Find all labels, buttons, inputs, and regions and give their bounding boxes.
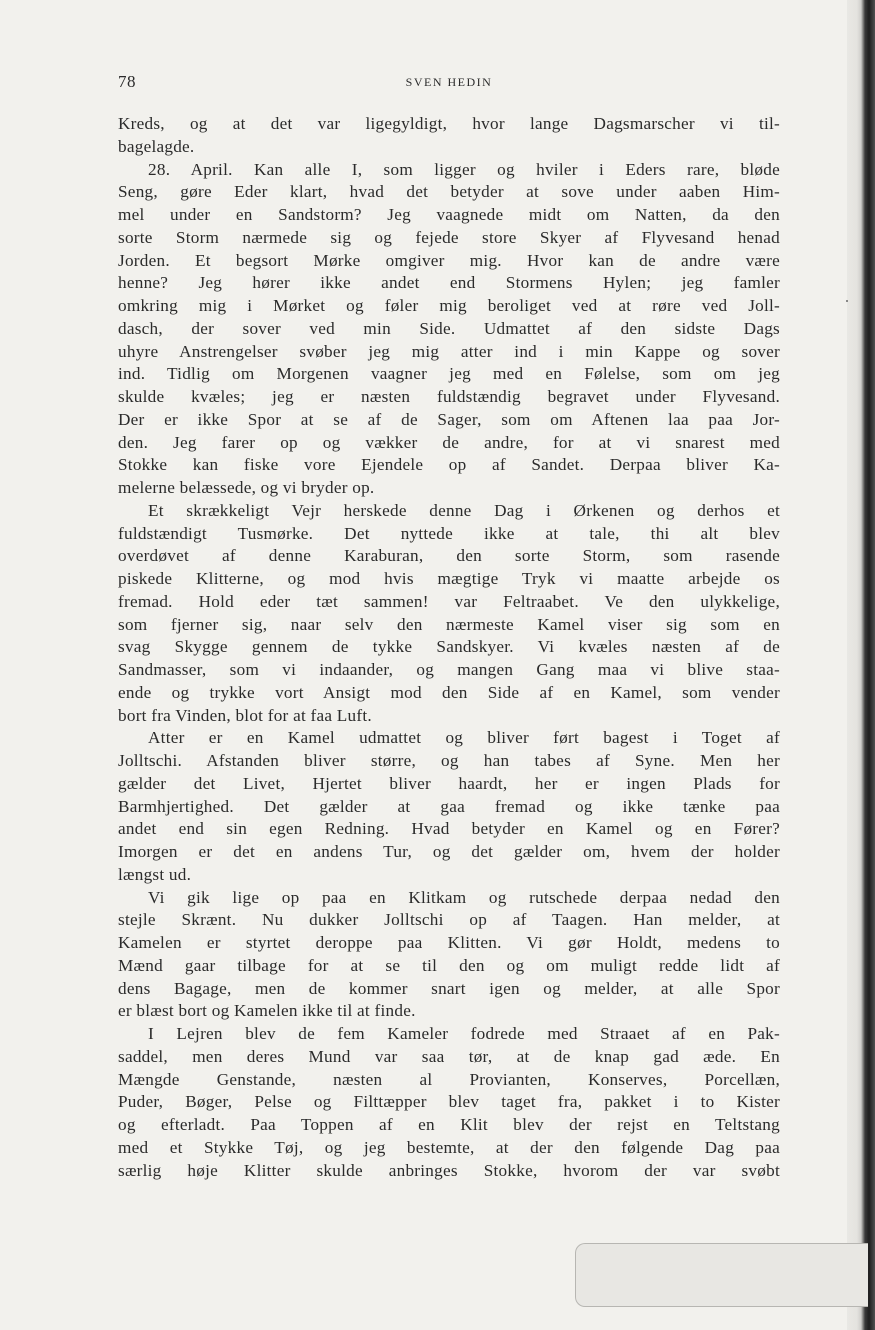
library-stamp: [575, 1243, 868, 1307]
text-line: overdøvet af denne Karaburan, den sorte Storm, som rasende: [118, 546, 780, 566]
text-line: Seng, gøre Eder klart, hvad det betyder at sove under aaben Him-: [118, 182, 780, 202]
text-line: Imorgen er det en andens Tur, og det gælder om, hvem der holder: [118, 842, 780, 861]
text-line: stejle Skrænt. Nu dukker Jolltschi op af Taagen. Han melder, at: [118, 910, 780, 930]
text-line: Barmhjertighed. Det gælder at gaa fremad og ikke tænke paa: [118, 796, 780, 816]
text-line: Mænd gaar tilbage for at se til den og om muligt redde lidt af: [118, 955, 780, 975]
text-line: Jorden. Et begsort Mørke omgiver mig. Hvor kan de andre være: [118, 250, 780, 270]
text-line: fremad. Hold eder tæt sammen! var Feltraabet. Ve den ulykkelige,: [118, 591, 780, 611]
text-line: bort fra Vinden, blot for at faa Luft.: [118, 705, 372, 725]
text-line: Jolltschi. Afstanden bliver større, og han tabes af Syne. Men her: [118, 751, 780, 770]
text-line: piskede Klitterne, og mod hvis mægtige Tryk vi maatte arbejde os: [118, 569, 780, 588]
text-line: Et skrækkeligt Vejr herskede denne Dag i Ørkenen og derhos et: [148, 500, 780, 520]
text-line: den. Jeg farer op og vækker de andre, for at vi snarest med: [118, 432, 780, 452]
text-line: gælder det Livet, Hjertet bliver haardt, her er ingen Plads for: [118, 773, 780, 793]
text-line: længst ud.: [118, 864, 192, 884]
text-line: henne? Jeg hører ikke andet end Stormens Hylen; jeg famler: [118, 273, 780, 293]
text-line: fuldstændigt Tusmørke. Det nyttede ikke at tale, thi alt blev: [118, 523, 780, 543]
text-line: Kamelen er styrtet deroppe paa Klitten. Vi gør Holdt, medens to: [118, 933, 780, 952]
body-text: [118, 113, 780, 1182]
text-line: andet end sin egen Redning. Hvad betyder en Kamel og en Fører?: [118, 819, 780, 839]
text-line: Mængde Genstande, næsten al Provianten, Konserves, Porcellæn,: [118, 1069, 780, 1089]
text-line: melerne belæssede, og vi bryder op.: [118, 478, 375, 497]
page-header: [118, 72, 780, 96]
edge-mark: [846, 300, 848, 302]
text-line: dens Bagage, men de kommer snart igen og melder, at alle Spor: [118, 978, 780, 998]
text-line: sorte Storm nærmede sig og fejede store Skyer af Flyvesand henad: [118, 227, 780, 247]
text-line: svag Skygge gennem de tykke Sandskyer. Vi kvæles næsten af de: [118, 637, 780, 657]
page-number: 78: [118, 72, 136, 91]
text-line: som fjerner sig, naar selv den nærmeste Kamel viser sig som en: [118, 614, 780, 634]
text-line: uhyre Anstrengelser svøber jeg mig atter ind i min Kappe og sover: [118, 341, 780, 361]
running-head: SVEN HEDIN: [405, 75, 493, 89]
text-line: dasch, der sover ved min Side. Udmattet af den sidste Dags: [118, 318, 780, 338]
text-line: ind. Tidlig om Morgenen vaagner jeg med en Følelse, som om jeg: [118, 364, 780, 384]
text-line: saddel, men deres Mund var saa tør, at de knap gad æde. En: [118, 1046, 780, 1066]
text-line: særlig høje Klitter skulde anbringes Stokke, hvorom der var svøbt: [118, 1160, 780, 1180]
text-line: skulde kvæles; jeg er næsten fuldstændig begravet under Flyvesand.: [118, 387, 780, 406]
text-line: er blæst bort og Kamelen ikke til at finde.: [118, 1001, 416, 1021]
text-line: 28. April. Kan alle I, som ligger og hviler i Eders rare, bløde: [148, 159, 780, 179]
text-line: og efterladt. Paa Toppen af en Klit blev der rejst en Teltstang: [118, 1115, 780, 1134]
text-line: med et Stykke Tøj, og jeg bestemte, at der den følgende Dag paa: [118, 1137, 780, 1157]
text-line: Vi gik lige op paa en Klitkam og rutschede derpaa nedad den: [148, 887, 780, 907]
text-line: Sandmasser, som vi indaander, og mangen Gang maa vi blive staa-: [118, 660, 780, 679]
text-line: bagelagde.: [118, 136, 195, 156]
text-line: I Lejren blev de fem Kameler fodrede med Straaet af en Pak-: [148, 1024, 780, 1043]
text-line: Atter er en Kamel udmattet og bliver ført bagest i Toget af: [148, 728, 780, 748]
text-line: omkring mig i Mørket og føler mig beroliget ved at røre ved Joll-: [118, 296, 780, 315]
text-line: Stokke kan fiske vore Ejendele op af Sandet. Derpaa bliver Ka-: [118, 455, 780, 475]
text-line: Kreds, og at det var ligegyldigt, hvor lange Dagsmarscher vi til-: [118, 114, 780, 133]
text-line: Der er ikke Spor at se af de Sager, som om Aftenen laa paa Jor-: [118, 409, 780, 429]
text-line: Puder, Bøger, Pelse og Filttæpper blev taget fra, pakket i to Kister: [118, 1092, 780, 1112]
page-edge-shadow: [847, 0, 875, 1330]
text-line: ende og trykke vort Ansigt mod den Side af en Kamel, som vender: [118, 682, 780, 702]
text-line: mel under en Sandstorm? Jeg vaagnede midt om Natten, da den: [118, 205, 780, 224]
